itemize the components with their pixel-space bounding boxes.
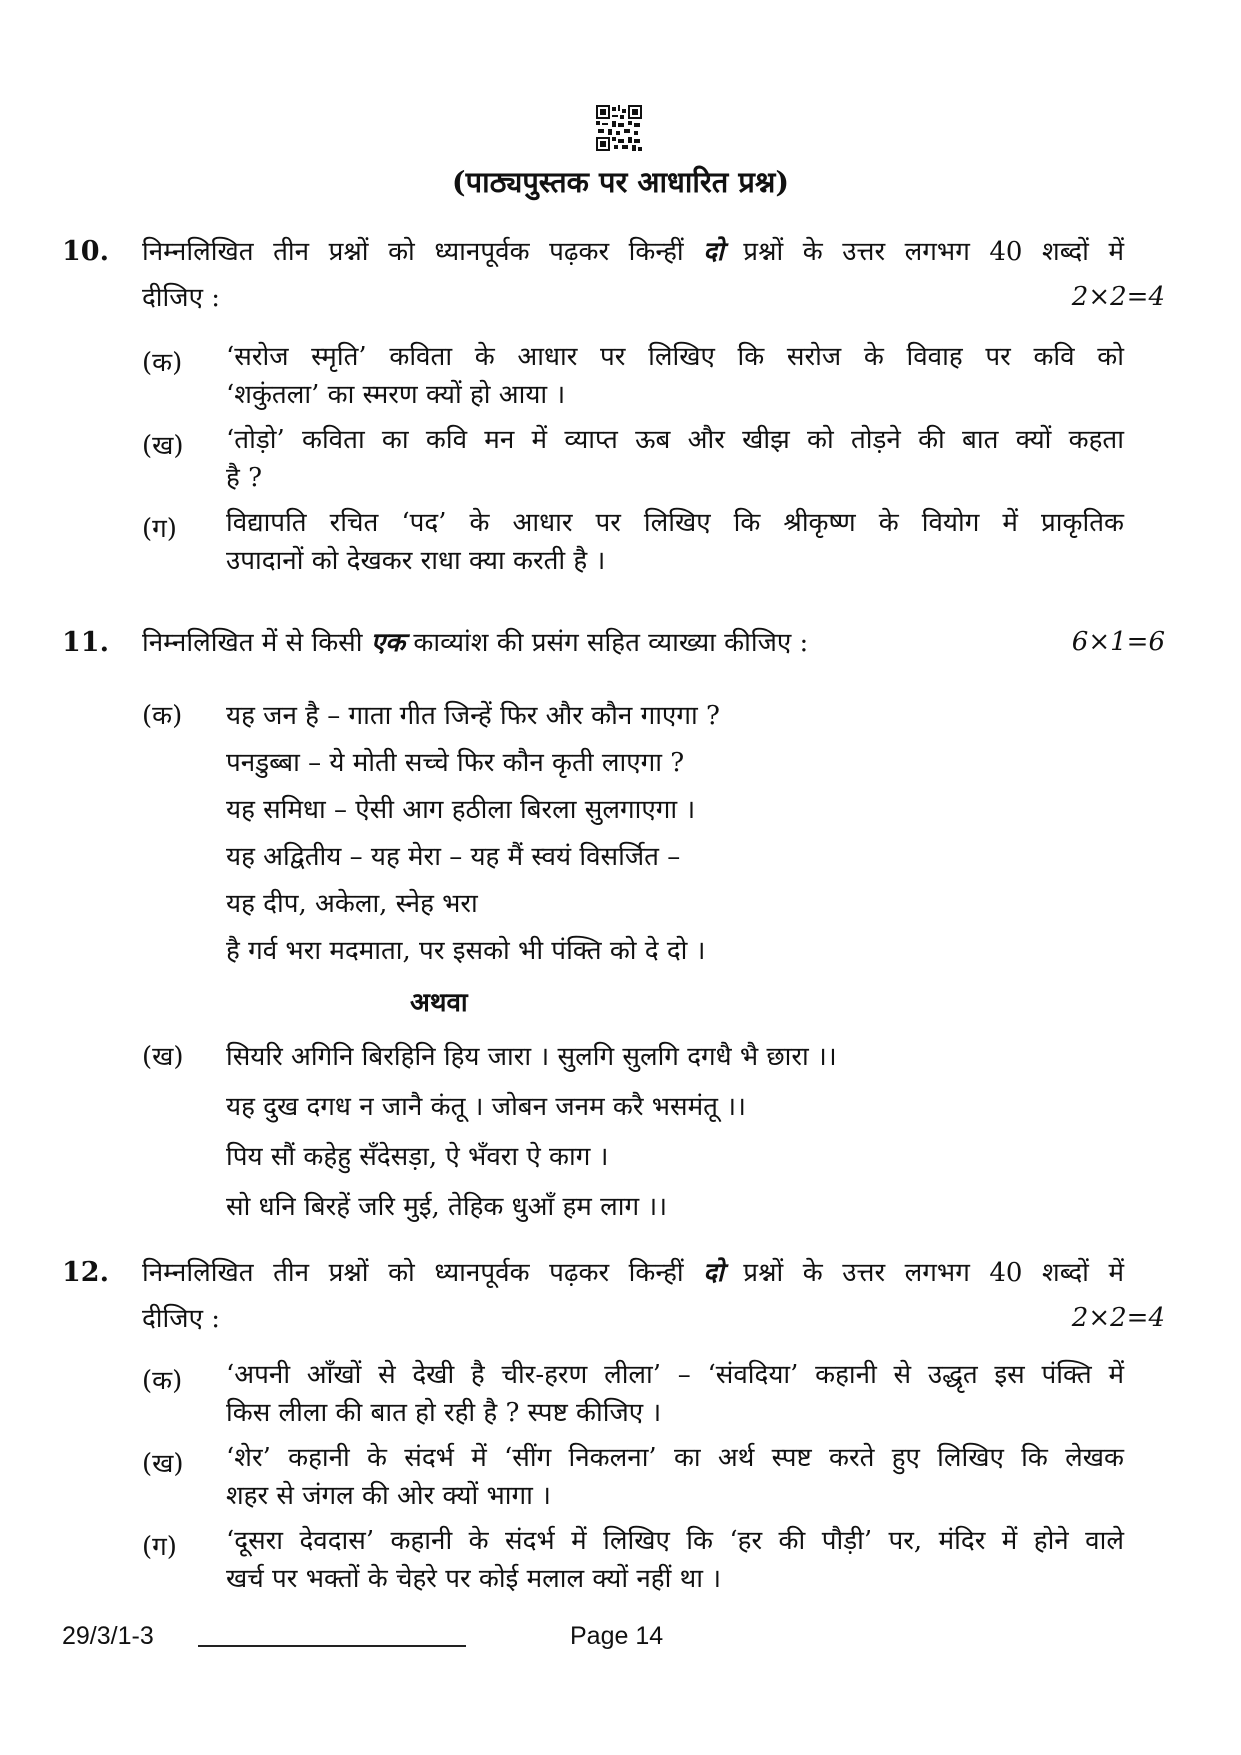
question-text bbox=[142, 1250, 1124, 1296]
poem-line: पिय सौं कहेहु सँदेसड़ा, ऐ भँवरा ऐ काग । bbox=[226, 1142, 609, 1172]
sub-question bbox=[226, 421, 1124, 497]
poem-line: यह जन है – गाता गीत जिन्हें फिर और कौन गाएगा ? bbox=[226, 701, 720, 731]
question-number: 12. bbox=[62, 1257, 109, 1288]
sub-question-line: ‘शेर’ कहानी के संदर्भ में ‘सींग निकलना’ का अर्थ स्पष्ट करते हुए लिखिए कि लेखक bbox=[226, 1443, 1124, 1473]
question-text-part: निम्नलिखित में से किसी bbox=[142, 628, 371, 658]
question-text-part: प्रश्नों के उत्तर लगभग 40 शब्दों में bbox=[723, 237, 1124, 267]
poem-line: सियरि अगिनि बिरहिनि हिय जारा । सुलगि सुलगि दगधै भै छारा ।। bbox=[226, 1042, 837, 1072]
sub-question-line: खर्च पर भक्तों के चेहरे पर कोई मलाल क्यों नहीं था । bbox=[226, 1564, 722, 1594]
sub-question-line: ‘दूसरा देवदास’ कहानी के संदर्भ में लिखिए कि ‘हर की पौड़ी’ पर, मंदिर में होने वाले bbox=[226, 1526, 1124, 1556]
sub-question-line: ‘तोड़ो’ कविता का कवि मन में व्याप्त ऊब और खीझ को तोड़ने की बात क्यों कहता bbox=[226, 425, 1124, 455]
part-label: (क) bbox=[142, 348, 183, 378]
sub-question bbox=[226, 1356, 1124, 1432]
question-text-part: काव्यांश की प्रसंग सहित व्याख्या कीजिए : bbox=[405, 628, 809, 658]
poem-line: है गर्व भरा मदमाता, पर इसको भी पंक्ति को दे दो । bbox=[226, 936, 706, 966]
or-separator: अथवा bbox=[410, 988, 468, 1018]
sub-question-line: शहर से जंगल की ओर क्यों भागा । bbox=[226, 1481, 552, 1511]
sub-question-line: ‘सरोज स्मृति’ कविता के आधार पर लिखिए कि सरोज के विवाह पर कवि को bbox=[226, 342, 1124, 372]
part-label: (क) bbox=[142, 701, 183, 731]
sub-question bbox=[226, 504, 1124, 580]
question-text-line2: दीजिए : bbox=[142, 283, 220, 313]
sub-question bbox=[226, 338, 1124, 414]
part-label: (ख) bbox=[142, 1042, 184, 1072]
question-emphasis: दो bbox=[703, 1258, 724, 1288]
part-label: (ग) bbox=[142, 514, 177, 544]
question-text bbox=[142, 620, 1124, 666]
poem-line: यह अद्वितीय – यह मेरा – यह मैं स्वयं विसर्जित – bbox=[226, 842, 681, 872]
question-emphasis: एक bbox=[370, 628, 406, 658]
sub-question-line: किस लीला की बात हो रही है ? स्पष्ट कीजिए । bbox=[226, 1398, 662, 1428]
question-marks: 2×2=4 bbox=[1071, 282, 1165, 312]
question-number: 10. bbox=[62, 236, 109, 267]
footer-divider bbox=[198, 1645, 466, 1647]
part-label: (ख) bbox=[142, 1449, 184, 1479]
question-number: 11. bbox=[62, 627, 109, 658]
question-text bbox=[142, 229, 1124, 275]
question-text-part: प्रश्नों के उत्तर लगभग 40 शब्दों में bbox=[723, 1258, 1124, 1288]
sub-question-line: ‘शकुंतला’ का स्मरण क्यों हो आया । bbox=[226, 380, 566, 410]
page-number: Page 14 bbox=[570, 1622, 664, 1650]
poem-line: यह समिधा – ऐसी आग हठीला बिरला सुलगाएगा । bbox=[226, 795, 696, 825]
sub-question-line: है ? bbox=[226, 463, 263, 493]
sub-question bbox=[226, 1439, 1124, 1515]
question-text-line2: दीजिए : bbox=[142, 1304, 220, 1334]
poem-line: यह दीप, अकेला, स्नेह भरा bbox=[226, 889, 478, 919]
poem-line: यह दुख दगध न जानै कंतू । जोबन जनम करै भसमंतू ।। bbox=[226, 1092, 746, 1122]
sub-question bbox=[226, 1522, 1124, 1598]
paper-code: 29/3/1-3 bbox=[62, 1622, 154, 1650]
question-text-part: निम्नलिखित तीन प्रश्नों को ध्यानपूर्वक पढ़कर किन्हीं bbox=[142, 1258, 704, 1288]
question-text-part: निम्नलिखित तीन प्रश्नों को ध्यानपूर्वक पढ़कर किन्हीं bbox=[142, 237, 704, 267]
sub-question-line: उपादानों को देखकर राधा क्या करती है । bbox=[226, 546, 606, 576]
sub-question-line: विद्यापति रचित ‘पद’ के आधार पर लिखिए कि श्रीकृष्ण के वियोग में प्राकृतिक bbox=[226, 508, 1124, 538]
part-label: (क) bbox=[142, 1366, 183, 1396]
question-emphasis: दो bbox=[703, 237, 724, 267]
part-label: (ख) bbox=[142, 431, 184, 461]
sub-question-line: ‘अपनी आँखों से देखी है चीर-हरण लीला’ – ‘संवदिया’ कहानी से उद्धृत इस पंक्ति में bbox=[226, 1360, 1124, 1390]
poem-line: पनडुब्बा – ये मोती सच्चे फिर कौन कृती लाएगा ? bbox=[226, 748, 685, 778]
qr-code-icon bbox=[596, 105, 642, 151]
question-marks: 2×2=4 bbox=[1071, 1303, 1165, 1333]
part-label: (ग) bbox=[142, 1532, 177, 1562]
poem-line: सो धनि बिरहें जरि मुई, तेहिक धुआँ हम लाग ।। bbox=[226, 1192, 668, 1222]
section-heading: (पाठ्यपुस्तक पर आधारित प्रश्न) bbox=[451, 165, 790, 199]
question-marks: 6×1=6 bbox=[1071, 627, 1165, 657]
